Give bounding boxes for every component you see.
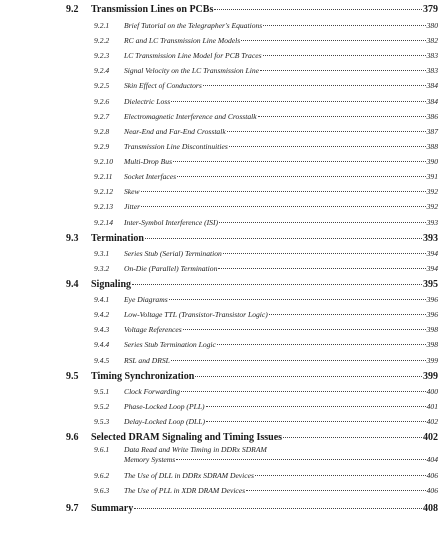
subsection-title: Data Read and Write Timing in DDRx SDRAM (124, 445, 267, 454)
subsection-title: RC and LC Transmission Line Models (124, 36, 241, 46)
subsection-title: Low-Voltage TTL (Transistor-Transistor Logic) (124, 310, 268, 320)
dot-leader (169, 299, 426, 300)
subsection-number: 9.3.2 (94, 263, 110, 273)
page-number: 404 (426, 455, 438, 464)
subsection-number: 9.5.2 (94, 401, 110, 411)
page-number: 398 (426, 340, 438, 350)
section-number: 9.4 (66, 279, 79, 290)
subsection-title: Dielectric Loss (124, 96, 171, 106)
page-number: 400 (426, 386, 438, 396)
dot-leader (246, 490, 425, 491)
dot-leader (177, 176, 426, 177)
dot-leader (227, 131, 426, 132)
section-number: 9.6 (66, 432, 79, 444)
page-number: 384 (426, 81, 438, 91)
subsection-title: Phase-Locked Loop (PLL) (124, 401, 205, 411)
dot-leader (203, 85, 426, 86)
subsection-title: Transmission Line Discontinuities (124, 141, 228, 151)
subsection-number: 9.2.6 (94, 96, 110, 106)
subsection-number: 9.5.3 (94, 416, 110, 426)
page-number: 398 (426, 325, 438, 335)
page-number: 394 (426, 248, 438, 258)
subsection-title: Brief Tutorial on the Telegrapher's Equations (124, 20, 263, 30)
dot-leader (219, 222, 426, 223)
section-title: Transmission Lines on PCBs (91, 4, 214, 15)
dot-leader (183, 329, 426, 330)
dot-leader (223, 253, 426, 254)
dot-leader (283, 437, 422, 438)
section-number: 9.3 (66, 232, 79, 244)
subsection-number: 9.2.5 (94, 81, 110, 91)
subsection-title: Jitter (124, 202, 141, 212)
subsection-number: 9.3.1 (94, 248, 110, 258)
subsection-title: Delay-Locked Loop (DLL) (124, 416, 205, 426)
subsection-number: 9.4.2 (94, 310, 110, 320)
dot-leader (171, 360, 426, 361)
dot-leader (181, 391, 426, 392)
subsection-title: Skin Effect of Conductors (124, 81, 202, 91)
subsection-number: 9.2.9 (94, 141, 110, 151)
page-number: 406 (426, 471, 438, 480)
subsection-number: 9.2.11 (94, 172, 113, 182)
subsection-number: 9.2.1 (94, 20, 110, 30)
dot-leader (214, 9, 422, 10)
subsection-title: The Use of PLL in XDR DRAM Devices (124, 486, 246, 495)
dot-leader (141, 206, 426, 207)
subsection-title: Electromagnetic Interference and Crosstalk (124, 111, 257, 121)
dot-leader (255, 475, 426, 476)
dot-leader (173, 161, 426, 162)
page-number: 394 (426, 263, 438, 273)
subsection-title: Multi-Drop Bus (124, 157, 173, 167)
section-number: 9.2 (66, 4, 79, 15)
subsection-number: 9.2.8 (94, 126, 110, 136)
subsection-number: 9.6.1 (94, 445, 110, 454)
page-number: 406 (426, 486, 438, 495)
subsection-number: 9.5.1 (94, 386, 110, 396)
page-number: 384 (426, 96, 438, 106)
subsection-title: Eye Diagrams (124, 295, 168, 305)
dot-leader (206, 421, 426, 422)
page-number: 396 (426, 310, 438, 320)
page-number: 402 (426, 416, 438, 426)
subsection-number: 9.2.4 (94, 66, 110, 76)
subsection-title: Signal Velocity on the LC Transmission Line (124, 66, 260, 76)
dot-leader (145, 238, 422, 239)
subsection-title: Voltage References (124, 325, 182, 335)
subsection-title: Clock Forwarding (124, 386, 181, 396)
page-number: 390 (426, 157, 438, 167)
dot-leader (218, 268, 425, 269)
dot-leader (134, 508, 422, 509)
dot-leader (206, 406, 426, 407)
section-title: Summary (91, 503, 134, 514)
page-number: 401 (426, 401, 438, 411)
page-number: 382 (426, 36, 438, 46)
page-number: 399 (426, 355, 438, 365)
dot-leader (141, 191, 426, 192)
subsection-number: 9.4.1 (94, 295, 110, 305)
section-title: Selected DRAM Signaling and Timing Issues (91, 432, 283, 444)
subsection-title: LC Transmission Line Model for PCB Traces (124, 51, 262, 61)
dot-leader (176, 459, 425, 460)
page-number: 396 (426, 295, 438, 305)
page-number: 380 (426, 20, 438, 30)
page-number: 393 (426, 217, 438, 227)
page-number: 408 (423, 503, 438, 514)
subsection-title: On-Die (Parallel) Termination (124, 263, 218, 273)
dot-leader (171, 101, 425, 102)
subsection-number: 9.2.2 (94, 36, 110, 46)
subsection-number: 9.2.3 (94, 51, 110, 61)
subsection-title: The Use of DLL in DDRx SDRAM Devices (124, 471, 254, 480)
subsection-number: 9.2.13 (94, 202, 113, 212)
subsection-number: 9.2.12 (94, 187, 113, 197)
page-number: 386 (426, 111, 438, 121)
page-number: 395 (423, 279, 438, 290)
dot-leader (269, 314, 426, 315)
page-number: 402 (423, 432, 438, 444)
section-title: Termination (91, 232, 144, 244)
subsection-title: Skew (124, 187, 140, 197)
subsection-title: Series Stub (Serial) Termination (124, 248, 222, 258)
page-number: 379 (423, 4, 438, 15)
section-title: Timing Synchronization (91, 370, 195, 382)
dot-leader (132, 284, 422, 285)
section-number: 9.5 (66, 370, 79, 382)
dot-leader (229, 146, 426, 147)
section-title: Signaling (91, 279, 132, 290)
page-number: 383 (426, 51, 438, 61)
dot-leader (260, 70, 426, 71)
page-number: 399 (423, 370, 438, 382)
subsection-title: Series Stub Termination Logic (124, 340, 216, 350)
page-number: 392 (426, 187, 438, 197)
dot-leader (263, 25, 425, 26)
subsection-number: 9.4.3 (94, 325, 110, 335)
subsection-title: Inter-Symbol Interference (ISI) (124, 217, 219, 227)
dot-leader (241, 40, 425, 41)
page-number: 391 (426, 172, 438, 182)
subsection-number: 9.6.3 (94, 486, 110, 495)
page-number: 387 (426, 126, 438, 136)
subsection-number: 9.6.2 (94, 471, 110, 480)
subsection-number: 9.2.14 (94, 217, 113, 227)
page-number: 383 (426, 66, 438, 76)
page-number: 393 (423, 232, 438, 244)
subsection-number: 9.2.10 (94, 157, 113, 167)
dot-leader (258, 116, 426, 117)
page-number: 392 (426, 202, 438, 212)
dot-leader (217, 344, 426, 345)
subsection-title: Socket Interfaces (124, 172, 177, 182)
dot-leader (263, 55, 426, 56)
subsection-title: RSL and DRSL (124, 355, 170, 365)
dot-leader (195, 376, 422, 377)
subsection-number: 9.2.7 (94, 111, 110, 121)
subsection-number: 9.4.4 (94, 340, 110, 350)
subsection-title-continued: Memory Systems (124, 455, 176, 464)
section-number: 9.7 (66, 503, 79, 514)
subsection-title: Near-End and Far-End Crosstalk (124, 126, 226, 136)
subsection-number: 9.4.5 (94, 355, 110, 365)
page-number: 388 (426, 141, 438, 151)
